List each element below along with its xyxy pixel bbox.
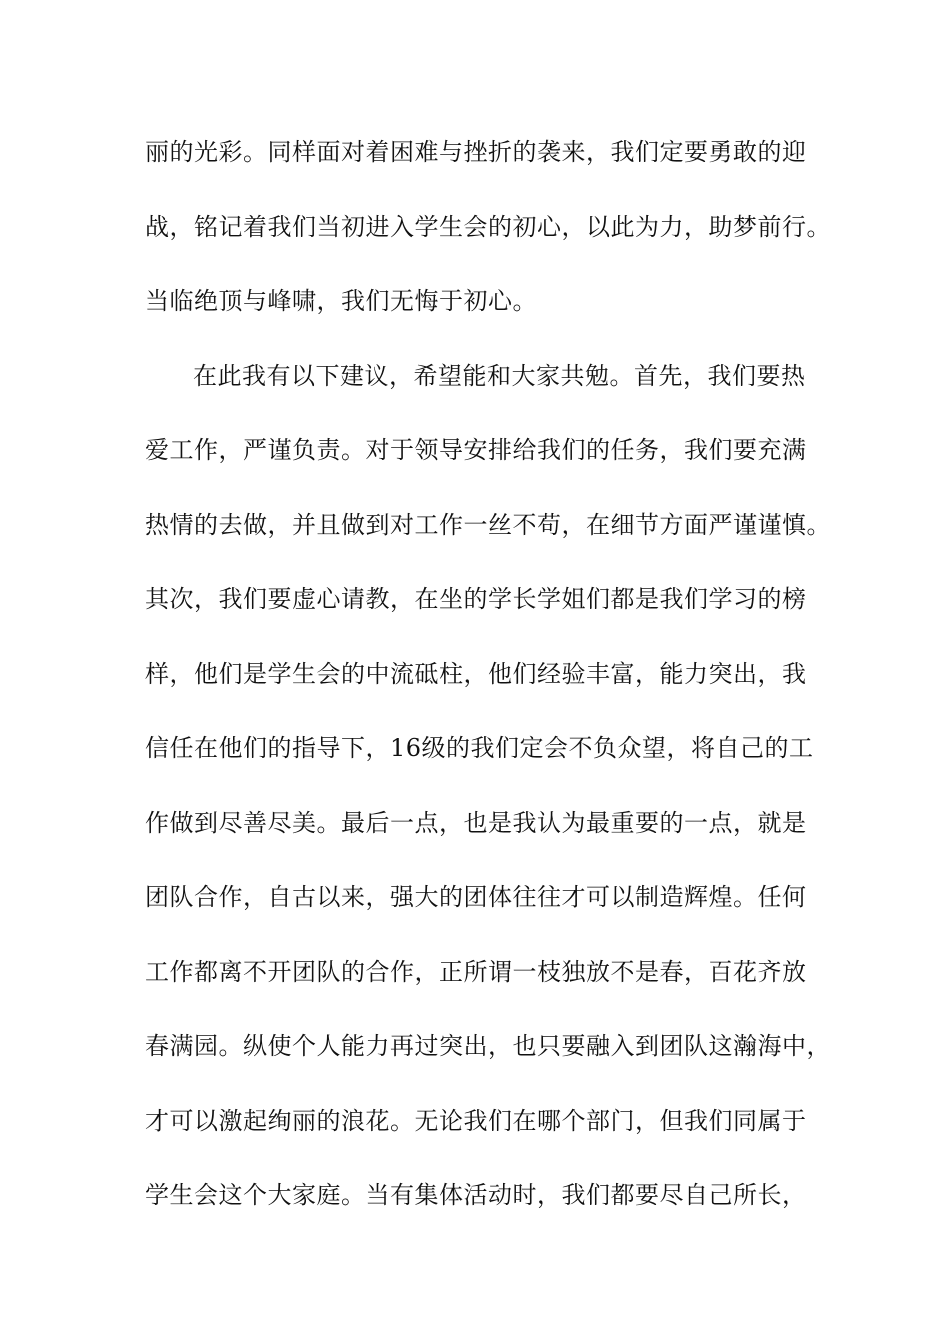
text-line: 丽的光彩。同样面对着困难与挫折的袭来，我们定要勇敢的迎 [145,138,807,166]
paragraph-first-line: 在此我有以下建议，希望能和大家共勉。首先，我们要热 [193,362,806,390]
text-line: 样，他们是学生会的中流砥柱，他们经验丰富，能力突出，我 [145,660,807,688]
text-line: 春满园。纵使个人能力再过突出，也只要融入到团队这瀚海中， [145,1032,831,1060]
text-line: 当临绝顶与峰啸，我们无悔于初心。 [145,287,537,315]
text-line: 作做到尽善尽美。最后一点，也是我认为最重要的一点，就是 [145,809,807,837]
text-line: 团队合作，自古以来，强大的团体往往才可以制造辉煌。任何 [145,883,807,911]
text-line: 才可以激起绚丽的浪花。无论我们在哪个部门，但我们同属于 [145,1107,807,1135]
text-line: 战，铭记着我们当初进入学生会的初心，以此为力，助梦前行。 [145,213,831,241]
text-line: 爱工作，严谨负责。对于领导安排给我们的任务，我们要充满 [145,436,807,464]
text-line: 热情的去做，并且做到对工作一丝不苟，在细节方面严谨谨慎。 [145,511,831,539]
text-line: 工作都离不开团队的合作，正所谓一枝独放不是春，百花齐放 [145,958,807,986]
text-line: 信任在他们的指导下，16级的我们定会不负众望，将自己的工 [145,734,814,762]
text-line: 学生会这个大家庭。当有集体活动时，我们都要尽自己所长， [145,1181,807,1209]
text-line: 其次，我们要虚心请教，在坐的学长学姐们都是我们学习的榜 [145,585,807,613]
